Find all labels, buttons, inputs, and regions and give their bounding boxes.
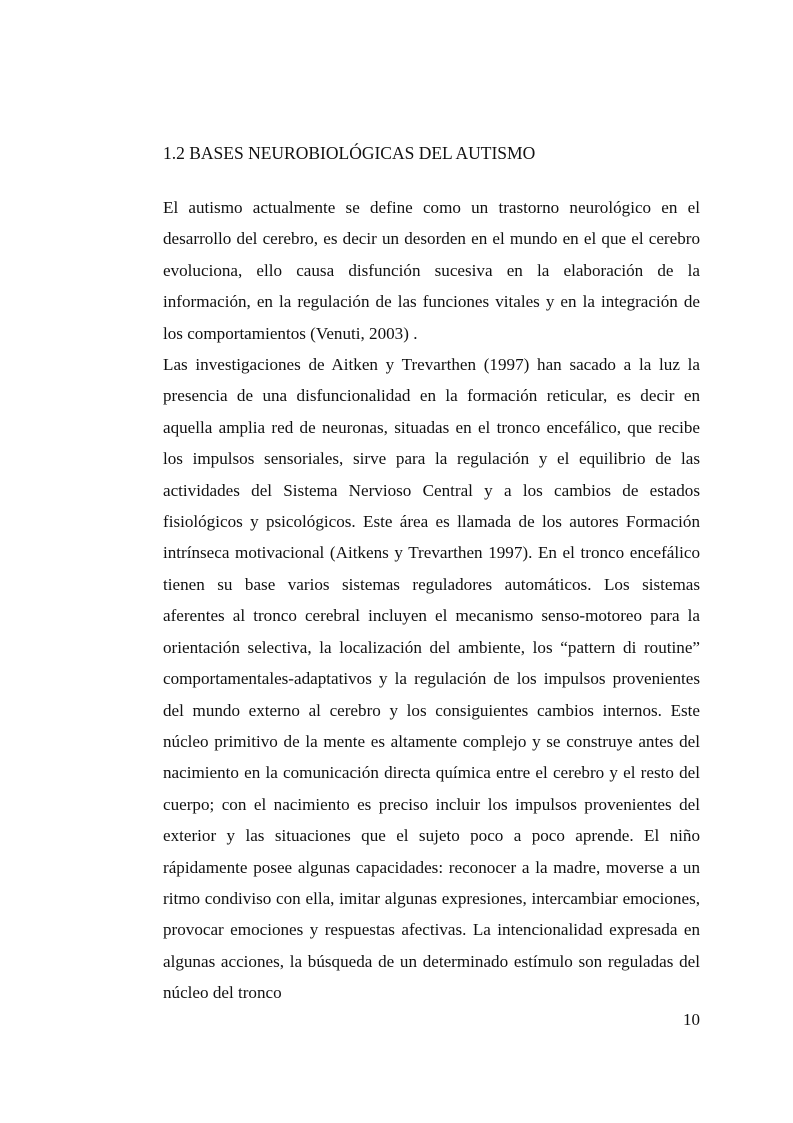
section-heading: 1.2 BASES NEUROBIOLÓGICAS DEL AUTISMO <box>163 143 536 163</box>
paragraph-definition: El autismo actualmente se define como un trastorno neurológico en el desarrollo del cerebro, es decir un desorden en el mundo en el que el cerebro evoluciona, ello causa disfunción sucesiva en la elaboración de la información, en la regulación de las funciones vitales y en la integración de los comportamientos (Venuti, 2003) . <box>163 198 700 343</box>
body-text <box>163 192 700 1009</box>
paragraph-research: Las investigaciones de Aitken y Trevarthen (1997) han sacado a la luz la presencia de una disfuncionalidad en la formación reticular, es decir en aquella amplia red de neuronas, situadas en el tronco encefálico, que recibe los impulsos sensoriales, sirve para la regulación y el equilibrio de las actividades del Sistema Nervioso Central y a los cambios de estados fisiológicos y psicológicos. Este área es llamada de los autores Formación intrínseca motivacional (Aitkens y Trevarthen 1997). En el tronco encefálico tienen su base varios sistemas reguladores automáticos. Los sistemas aferentes al tronco cerebral incluyen el mecanismo senso-motoreo para la orientación selectiva, la localización del ambiente, los “pattern di routine” comportamentales-adaptativos y la regulación de los impulsos provenientes del mundo externo al cerebro y los consiguientes cambios internos. Este núcleo primitivo de la mente es altamente complejo y se construye antes del nacimiento en la comunicación directa química entre el cerebro y el resto del cuerpo; con el nacimiento es preciso incluir los impulsos provenientes del exterior y las situaciones que el sujeto poco a poco aprende. El niño rápidamente posee algunas capacidades: reconocer a la madre, moverse a un ritmo condiviso con ella, imitar algunas expresiones, intercambiar emociones, provocar emociones y respuestas afectivas. La intencionalidad expresada en algunas acciones, la búsqueda de un determinado estímulo son reguladas del núcleo del tronco <box>163 355 700 1003</box>
page-number: 10 <box>683 1010 700 1029</box>
